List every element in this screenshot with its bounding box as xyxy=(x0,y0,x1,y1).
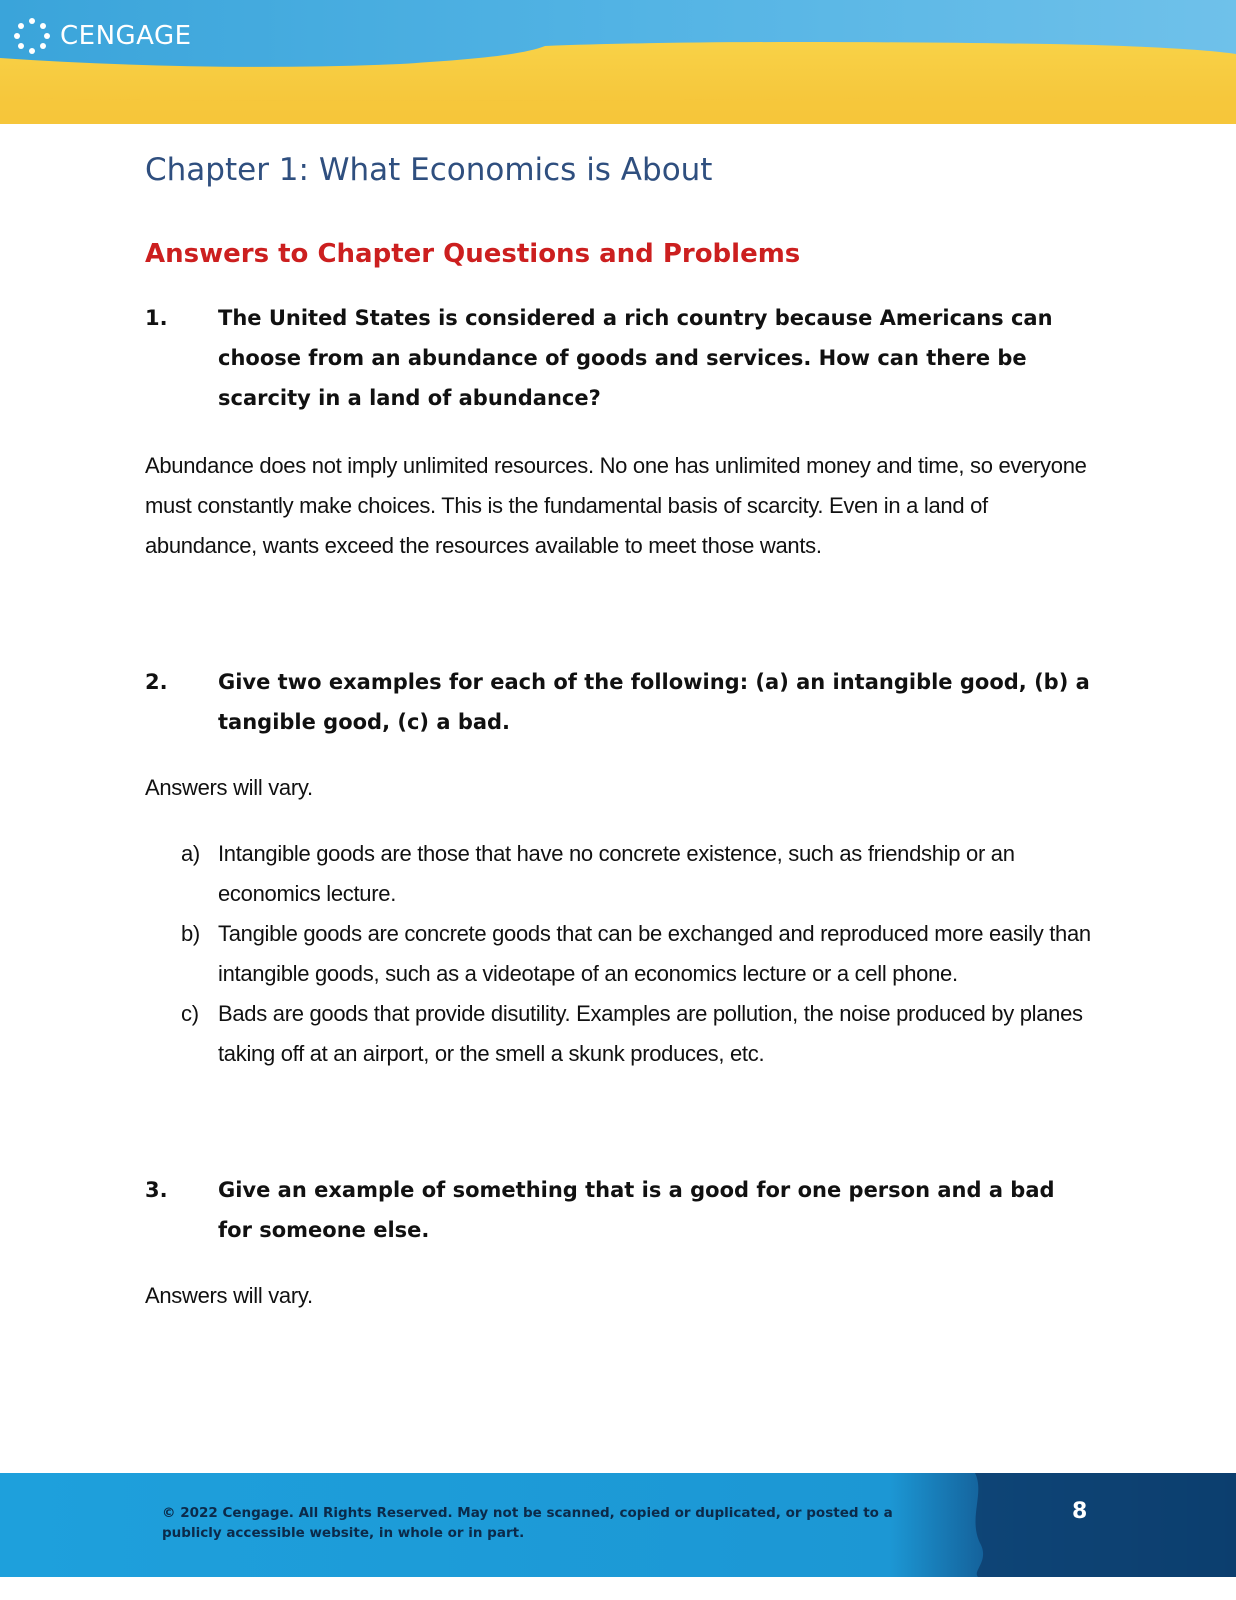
list-item-text: Intangible goods are those that have no concrete existence, such as friendship or an economics lecture. xyxy=(218,841,1015,906)
list-item xyxy=(145,914,1095,994)
question-3 xyxy=(145,1170,1095,1250)
list-item-text: Bads are goods that provide disutility. Examples are pollution, the noise produced by planes taking off at an airport, or the smell a skunk produces, etc. xyxy=(218,1001,1083,1066)
page-number: 8 xyxy=(1072,1499,1088,1524)
question-number: 3. xyxy=(145,1178,168,1202)
question-number: 1. xyxy=(145,306,168,330)
list-marker: a) xyxy=(181,841,200,866)
answer-1: Abundance does not imply unlimited resources. No one has unlimited money and time, so everyone must constantly make choices. This is the fundamental basis of scarcity. Even in a land of abundance, wants exceed the resources available to meet those wants. xyxy=(145,453,1087,558)
brand xyxy=(12,16,192,56)
answer-2-list xyxy=(145,834,1095,1074)
list-item xyxy=(145,994,1095,1074)
brand-name: CENGAGE xyxy=(60,21,192,51)
header-banner xyxy=(0,0,1236,124)
answer-2: Answers will vary. xyxy=(145,775,313,800)
list-item xyxy=(145,834,1095,914)
question-2 xyxy=(145,662,1095,742)
question-text: Give two examples for each of the following: (a) an intangible good, (b) a tangible good, (c) a bad. xyxy=(218,670,1090,734)
list-marker: b) xyxy=(181,921,200,946)
answer-3: Answers will vary. xyxy=(145,1283,313,1308)
chapter-title: Chapter 1: What Economics is About xyxy=(145,152,713,188)
question-text: The United States is considered a rich country because Americans can choose from an abundance of goods and services. How can there be scarcity in a land of abundance? xyxy=(218,306,1053,410)
cengage-logo-icon xyxy=(12,16,52,56)
list-item-text: Tangible goods are concrete goods that can be exchanged and reproduced more easily than intangible goods, such as a videotape of an economics lecture or a cell phone. xyxy=(218,921,1091,986)
section-heading: Answers to Chapter Questions and Problems xyxy=(145,239,801,269)
question-number: 2. xyxy=(145,670,168,694)
list-marker: c) xyxy=(181,1001,199,1026)
question-text: Give an example of something that is a good for one person and a bad for someone else. xyxy=(218,1178,1055,1242)
document-body xyxy=(145,142,1095,1316)
question-1 xyxy=(145,298,1095,418)
copyright-notice: © 2022 Cengage. All Rights Reserved. May not be scanned, copied or duplicated, or posted to a publicly accessible website, in whole or in part. xyxy=(162,1505,893,1541)
page-footer xyxy=(0,1473,1236,1577)
